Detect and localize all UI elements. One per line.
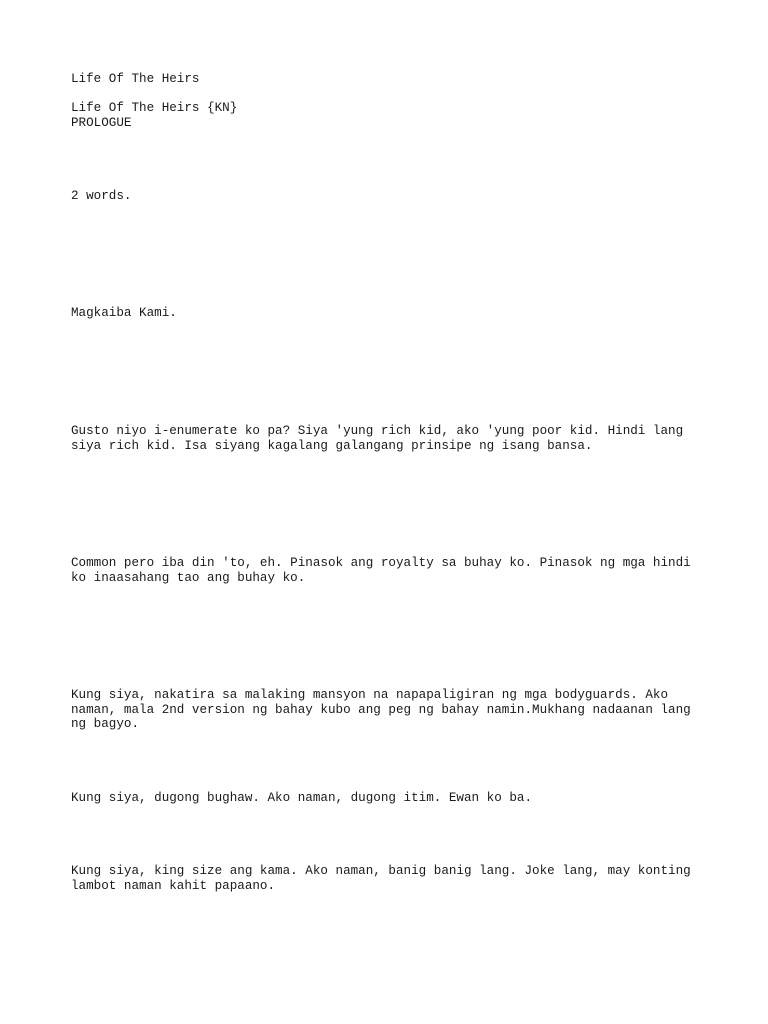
paragraph: 2 words. bbox=[71, 189, 132, 203]
document-title: Life Of The Heirs bbox=[71, 72, 200, 86]
section-heading: PROLOGUE bbox=[71, 116, 132, 130]
paragraph: Gusto niyo i-enumerate ko pa? Siya 'yung rich kid, ako 'yung poor kid. Hindi lang siya rich kid. Isa siyang kagalang galangang prinsipe ng isang bansa. bbox=[71, 424, 684, 453]
paragraph: Common pero iba din 'to, eh. Pinasok ang royalty sa buhay ko. Pinasok ng mga hindi ko inaasahang tao ang buhay ko. bbox=[71, 556, 691, 585]
paragraph: Kung siya, dugong bughaw. Ako naman, dugong itim. Ewan ko ba. bbox=[71, 791, 533, 805]
paragraph: Kung siya, king size ang kama. Ako naman, banig banig lang. Joke lang, may konting lambot naman kahit papaano. bbox=[71, 864, 691, 893]
paragraph: Kung siya, nakatira sa malaking mansyon na napapaligiran ng mga bodyguards. Ako naman, mala 2nd version ng bahay kubo ang peg ng bahay namin.Mukhang nadaanan lang ng bagyo. bbox=[71, 688, 691, 732]
document-subtitle: Life Of The Heirs {KN} bbox=[71, 101, 238, 115]
paragraph: Magkaiba Kami. bbox=[71, 306, 177, 320]
